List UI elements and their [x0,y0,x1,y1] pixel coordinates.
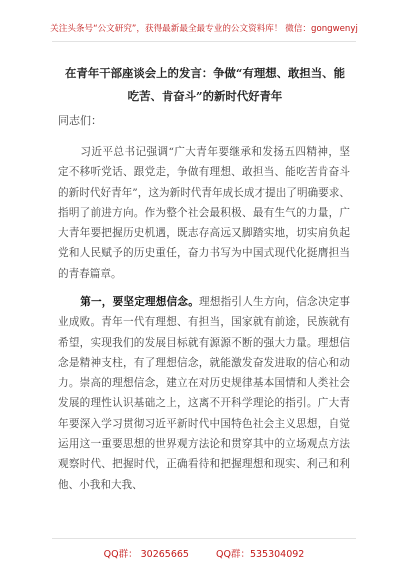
greeting: 同志们： [58,114,102,127]
document-title-line-2: 吃苦、肯奋斗”的新时代好青年 [127,89,283,103]
document-title [40,62,370,108]
paragraph-1 [58,142,350,284]
footer-qq-group-1: QQ群： 30265665 [103,549,189,560]
document-title-line-1: 在青年干部座谈会上的发言：争做“有理想、敢担当、能 [65,66,345,80]
paragraph-2-heading: 第一，要坚定理想信念。 [80,296,200,308]
paragraph-2 [58,292,350,495]
footer [0,546,408,560]
paragraph-1-text: 习近平总书记强调“广大青年要继承和发扬五四精神，坚定不移听党话、跟党走，争做有理想、敢担当、能吃苦肯奋斗的新时代好青年”，这为新时代青年成长成才提出了明确要求、指明了前进方向。作为整个社会最积极、最有生气的力量，广大青年要把握历史机遇，既志存高远又脚踏实地，切实肩负起党和人民赋予的历史重任，奋力书写为中国式现代化挺膺担当的青春篇章。 [58,146,350,280]
footer-qq-group-2: QQ群：535304092 [216,549,305,560]
header-promo-text: 关注头条号“公文研究”，获得最新最全最专业的公文资料库！ 微信：gongwenyj [50,24,358,34]
footer-divider [52,538,356,539]
header-divider [52,41,356,42]
paragraph-2-text: 理想指引人生方向，信念决定事业成败。青年一代有理想、有担当，国家就有前途，民族就有希望，实现我们的发展目标就有源源不断的强大力量。理想信念是精神支柱，有了理想信念，就能激发奋发进取的信心和动力。崇高的理想信念，建立在对历史规律基本国情和人类社会发展的理性认识基础之上，这离不开科学理论的指引。广大青年要深入学习贯彻习近平新时代中国特色社会主义思想，自觉运用这一重要思想的世界观方法论和贯穿其中的立场观点方法观察时代、把握时代，正确看待和把握理想和现实、利己和利他、小我和大我、 [58,296,351,491]
